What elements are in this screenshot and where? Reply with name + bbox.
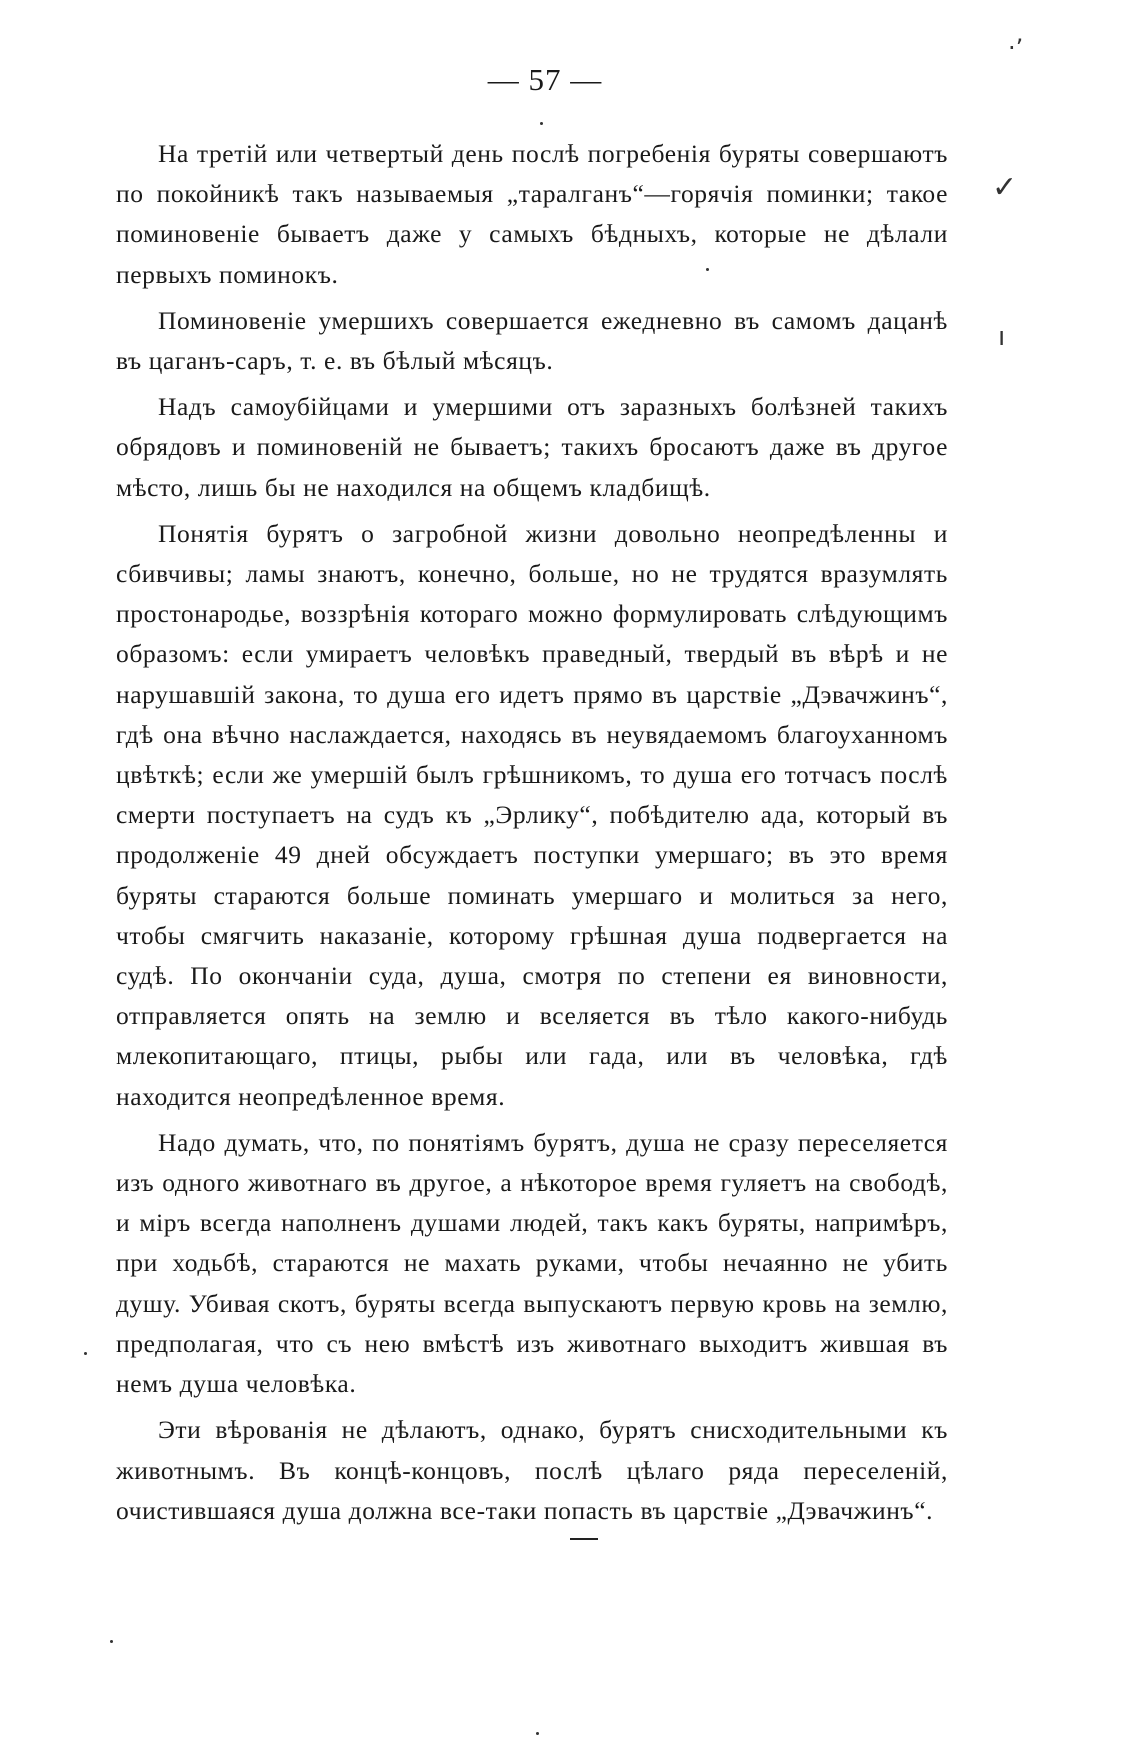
paragraph-6: Эти вѣрованія не дѣлаютъ, однако, бурятъ снисходительными къ животнымъ. Въ концѣ-концовъ, послѣ цѣлаго ряда переселеній, очистившаяся душа должна все-таки попасть въ царствіе „Дэвачжинъ“. [116,1415,948,1525]
paragraph-1: На третій или четвертый день послѣ погребенія буряты совершаютъ по покойникѣ такъ называемыя „таралганъ“—горячія поминки; такое поминовеніе бываетъ даже у самыхъ бѣдныхъ, которые не дѣлали первыхъ поминокъ. [116,139,948,289]
paragraph-2: Поминовеніе умершихъ совершается ежедневно въ самомъ дацанѣ въ цаганъ-саръ, т. е. въ бѣлый мѣсяцъ. [116,305,948,376]
speck [540,122,543,125]
margin-mark-top: ·ʼ [1008,34,1024,62]
page-number: — 57 — [487,62,603,97]
paragraph-4: Понятія бурятъ о загробной жизни довольно неопредѣленны и сбивчивы; ламы знаютъ, конечно, больше, но не трудятся вразумлять простонародье, воззрѣнія котораго можно формулировать слѣдующимъ образомъ: если умираетъ человѣкъ праведный, твердый въ вѣрѣ и не нарушавшій закона, то душа его идетъ прямо въ царствіе „Дэвачжинъ“, гдѣ она вѣчно наслаждается, находясь въ неувядаемомъ благоуханномъ цвѣткѣ; если же умершій былъ грѣшникомъ, то душа его тотчасъ послѣ смерти поступаетъ на судъ къ „Эрлику“, побѣдителю ада, который въ продолженіе 49 дней обсуждаетъ поступки умершаго; въ это время буряты стараются больше поминать умершаго и молиться за него, чтобы смягчить наказаніе, которому грѣшная душа подвергается на судѣ. По окончаніи суда, душа, смотря по степени ея виновности, отправляется опять на землю и вселяется въ тѣло какого-нибудь млекопитающаго, птицы, рыбы или гада, или въ человѣка, гдѣ находится неопредѣленное время. [116,518,948,1111]
paragraph-3: Надъ самоубійцами и умершими отъ заразныхъ болѣзней такихъ обрядовъ и поминовеній не бываетъ; такихъ бросаютъ даже въ другое мѣсто, лишь бы не находился на общемъ кладбищѣ. [116,392,948,502]
margin-mark-hook: ı [998,322,1006,352]
check-mark-icon: ✓ [992,170,1018,205]
speck [536,1732,539,1735]
speck [110,1640,113,1643]
body-text [116,134,948,1537]
speck [706,268,709,271]
speck [84,1352,87,1355]
end-rule [570,1538,598,1540]
paragraph-5: Надо думать, что, по понятіямъ бурятъ, душа не сразу переселяется изъ одного животнаго въ другое, а нѣкоторое время гуляетъ на свободѣ, и міръ всегда наполненъ душами людей, такъ какъ буряты, напримѣръ, при ходьбѣ, стараются не махать руками, чтобы нечаянно не убить душу. Убивая скотъ, буряты всегда выпускаютъ первую кровь на землю, предполагая, что съ нею вмѣстѣ изъ животнаго выходитъ жившая въ немъ душа человѣка. [116,1127,948,1399]
